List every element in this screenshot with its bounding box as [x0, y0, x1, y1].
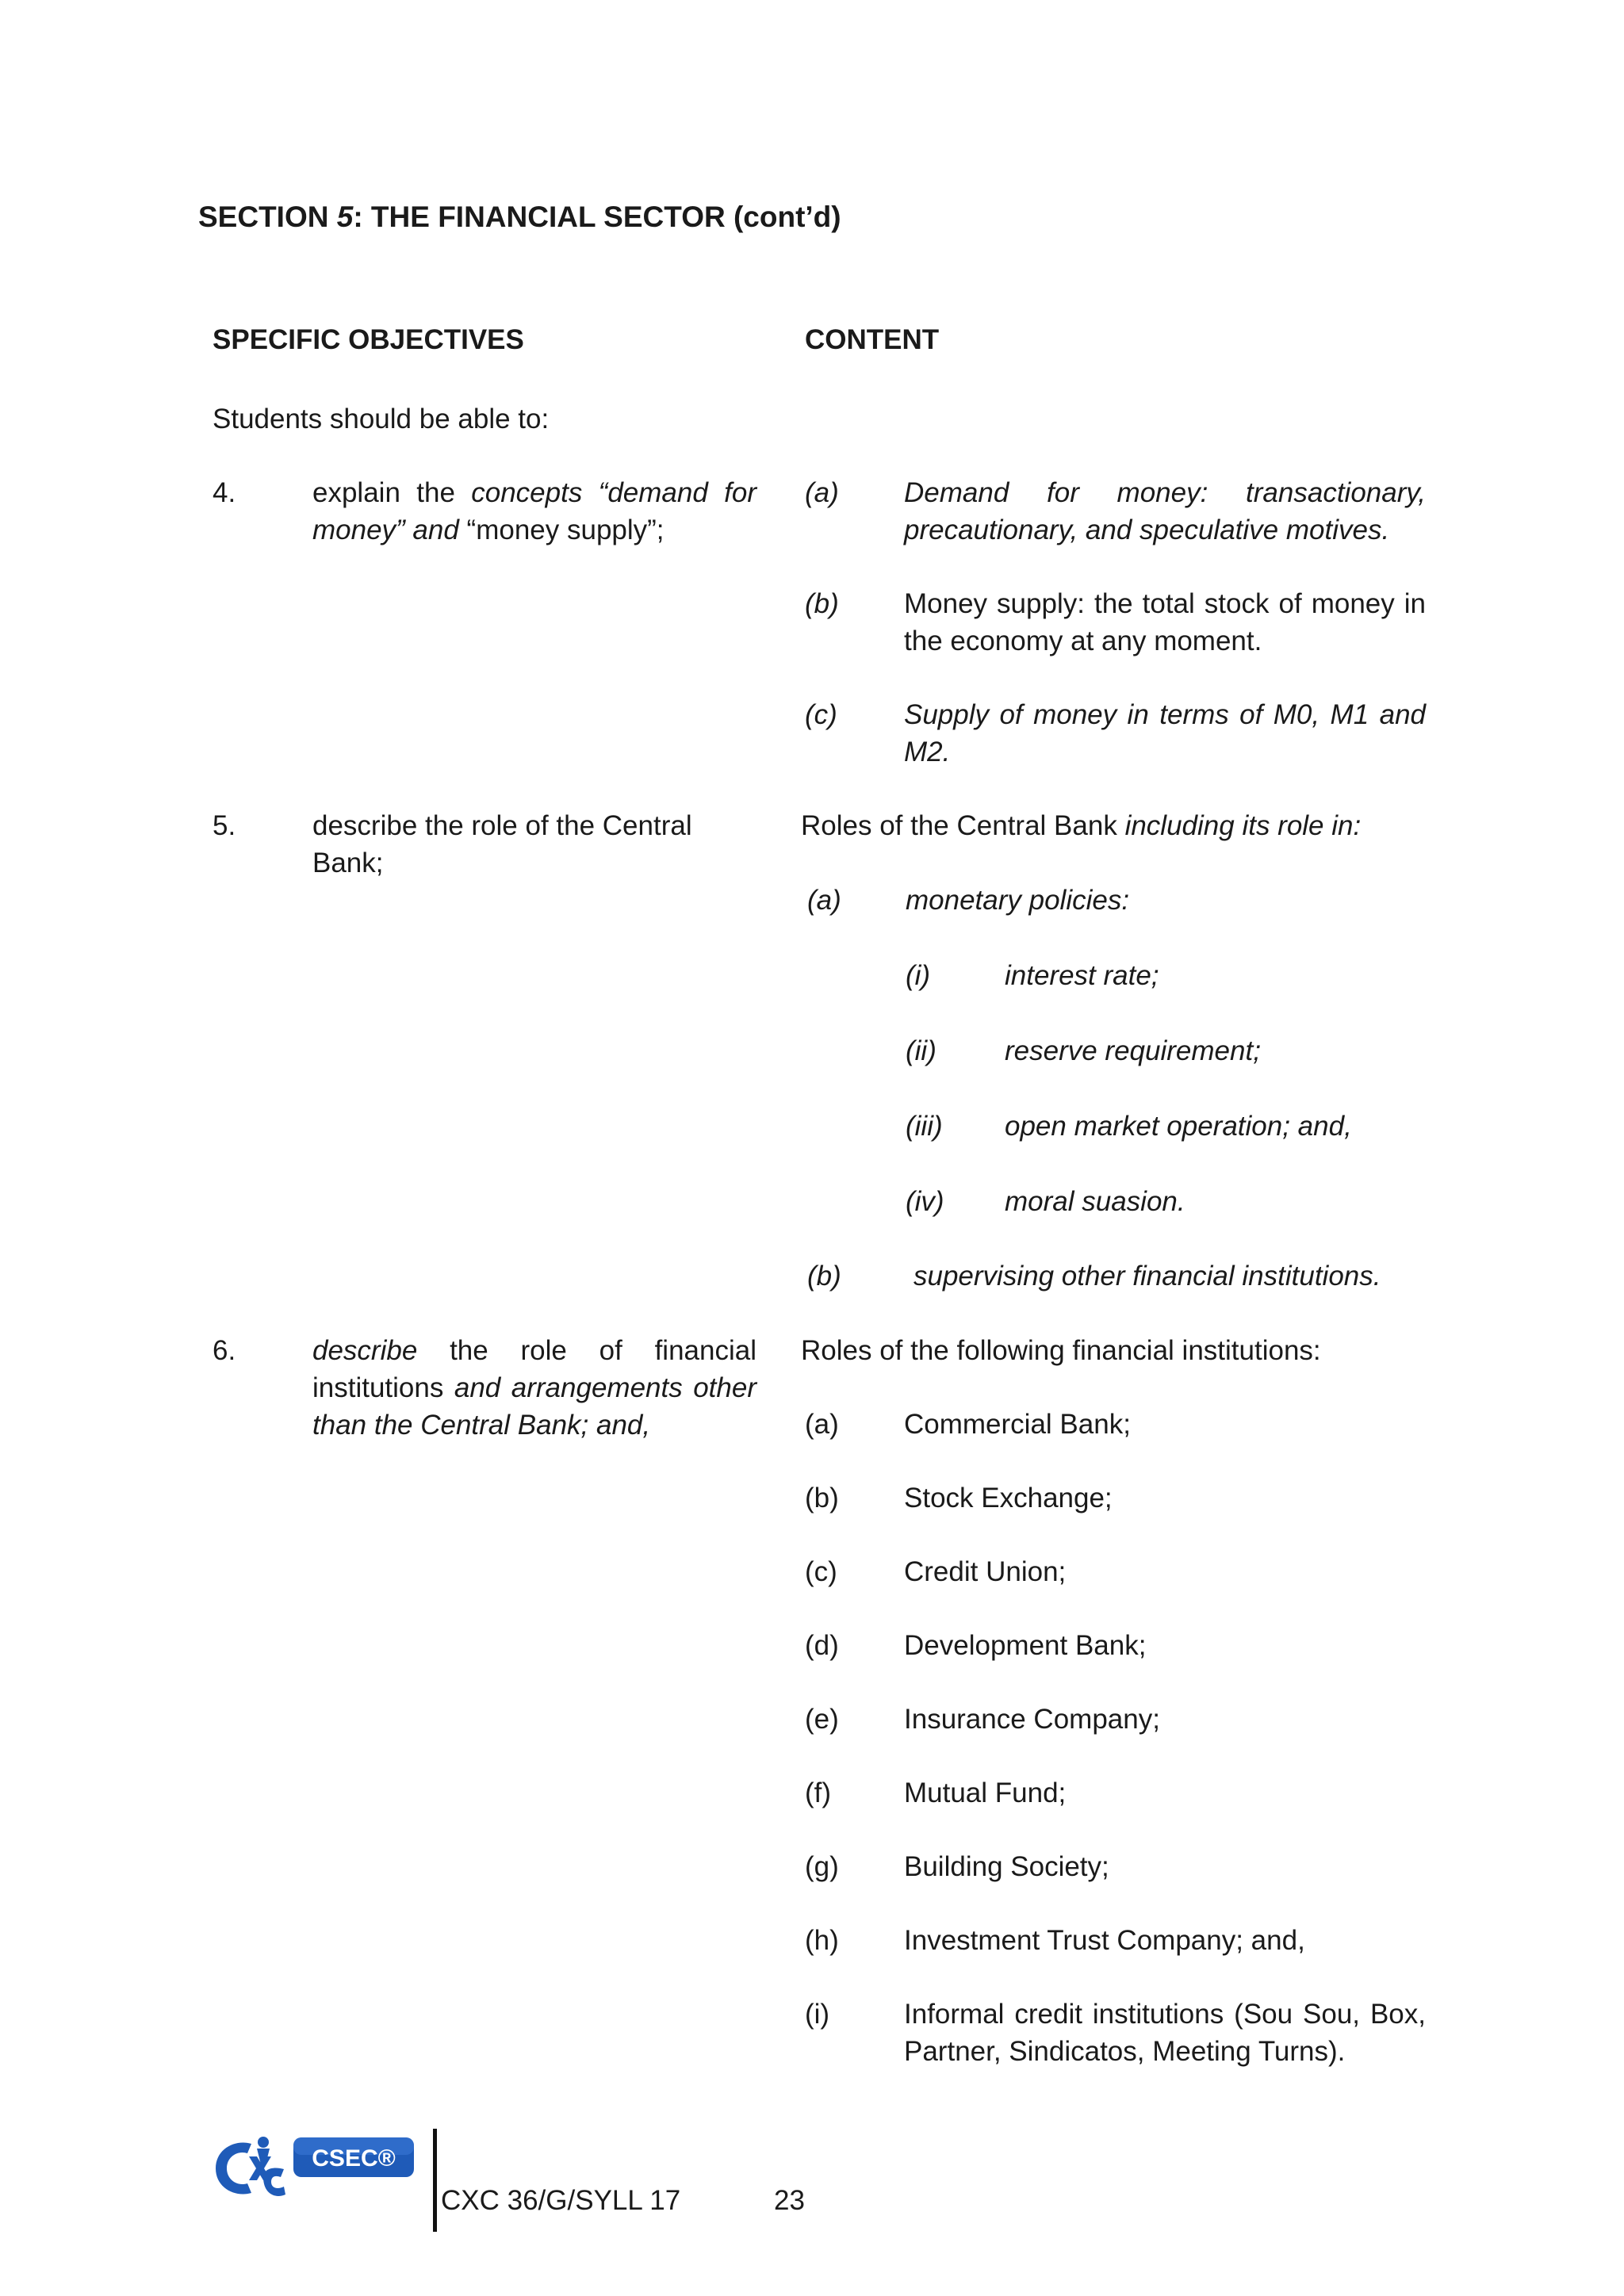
content-heading: CONTENT — [805, 324, 940, 355]
content-6f-text: Mutual Fund; — [904, 1777, 1067, 1808]
content-4b-label: (b) — [805, 588, 839, 619]
content-6c-label: (c) — [805, 1556, 837, 1587]
content-5a-ii-label: (ii) — [906, 1035, 936, 1066]
content-6e-label: (e) — [805, 1704, 839, 1735]
content-5b-text: supervising other financial institutions. — [914, 1261, 1381, 1292]
footer-code: CXC 36/G/SYLL 17 — [441, 2185, 681, 2216]
page-number: 23 — [774, 2185, 805, 2216]
content-6b-text: Stock Exchange; — [904, 1483, 1113, 1513]
objective-6-number: 6. — [213, 1335, 236, 1366]
content-6h-label: (h) — [805, 1925, 839, 1956]
objectives-heading: SPECIFIC OBJECTIVES — [213, 324, 524, 355]
content-5a-ii-text: reserve requirement; — [1005, 1035, 1261, 1066]
content-6f-label: (f) — [805, 1777, 832, 1808]
content-5a-iv-label: (iv) — [906, 1186, 944, 1217]
content-6e-text: Insurance Company; — [904, 1704, 1160, 1735]
content-4c-label: (c) — [805, 699, 837, 730]
objective-4-text: explain the concepts “demand for money” and “money supply”; — [312, 477, 756, 545]
footer-divider — [433, 2129, 437, 2232]
csec-badge-text: CSEC® — [312, 2145, 396, 2172]
content-5a-i-label: (i) — [906, 960, 931, 991]
content-6-intro: Roles of the following financial institutions: — [801, 1335, 1321, 1366]
content-5a-iv-text: moral suasion. — [1005, 1186, 1185, 1217]
content-6d-label: (d) — [805, 1630, 839, 1661]
content-6h-text: Investment Trust Company; and, — [904, 1925, 1305, 1956]
content-6a-label: (a) — [805, 1409, 839, 1440]
intro-text: Students should be able to: — [213, 404, 550, 434]
content-6c-text: Credit Union; — [904, 1556, 1067, 1587]
content-5a-label: (a) — [807, 885, 841, 916]
section-title: SECTION 5: THE FINANCIAL SECTOR (cont’d) — [198, 201, 841, 233]
content-4a-text: Demand for money: transactionary, precautionary, and speculative motives. — [904, 477, 1426, 545]
content-5a-iii-text: open market operation; and, — [1005, 1111, 1352, 1142]
cxc-csec-logo-icon — [208, 2125, 422, 2216]
content-5b-label: (b) — [807, 1261, 841, 1292]
objective-6-text: describe the role of financial institutions and arrangements other than the Central Bank; and, — [312, 1335, 756, 1441]
content-6i-label: (i) — [805, 1999, 830, 2030]
content-6a-text: Commercial Bank; — [904, 1409, 1131, 1440]
content-6b-label: (b) — [805, 1483, 839, 1513]
content-5-intro: Roles of the Central Bank including its role in: — [801, 810, 1362, 841]
objective-4-number: 4. — [213, 477, 236, 508]
objective-5-number: 5. — [213, 810, 236, 841]
content-6g-label: (g) — [805, 1851, 839, 1882]
content-5a-i-text: interest rate; — [1005, 960, 1159, 991]
content-6g-text: Building Society; — [904, 1851, 1109, 1882]
content-4b-text: Money supply: the total stock of money in the economy at any moment. — [904, 588, 1426, 656]
content-4c-text: Supply of money in terms of M0, M1 and M2. — [904, 699, 1426, 767]
content-5a-text: monetary policies: — [906, 885, 1130, 916]
content-6i-text: Informal credit institutions (Sou Sou, Box, Partner, Sindicatos, Meeting Turns). — [904, 1999, 1426, 2067]
content-5a-iii-label: (iii) — [906, 1111, 943, 1142]
content-6d-text: Development Bank; — [904, 1630, 1147, 1661]
content-4a-label: (a) — [805, 477, 839, 508]
objective-5-text: describe the role of the Central Bank; — [312, 810, 692, 878]
